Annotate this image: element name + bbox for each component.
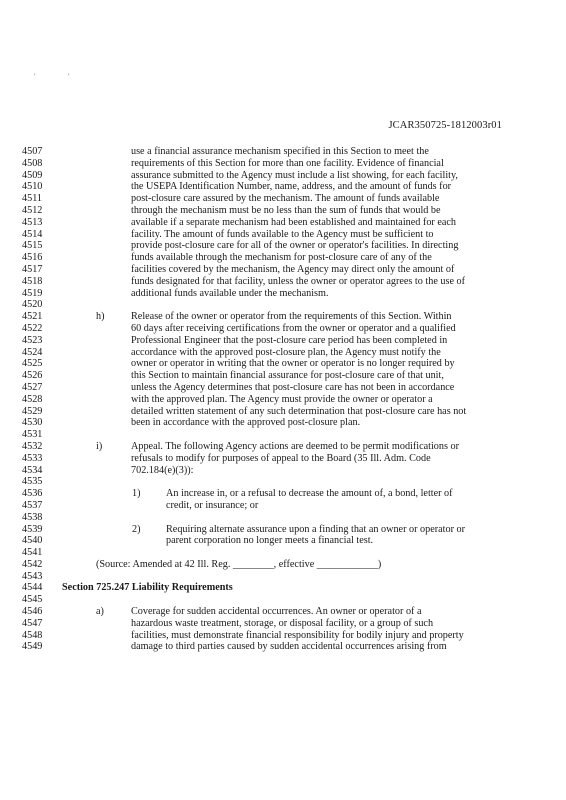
document-line	[0, 358, 566, 370]
line-number: 4507	[22, 146, 43, 157]
line-text: refusals to modify for purposes of appeal to the Board (35 Ill. Adm. Code	[131, 452, 431, 464]
line-number: 4510	[22, 181, 43, 193]
line-text: owner or operator in writing that the owner or operator is no longer required by	[131, 358, 455, 370]
line-number: 4540	[22, 535, 43, 547]
line-number: 4524	[22, 346, 43, 358]
document-line	[0, 500, 566, 512]
line-number: 4512	[22, 204, 43, 216]
line-number: 4508	[22, 157, 43, 169]
line-text: 60 days after receiving certifications from the owner or operator and a qualified	[131, 322, 456, 334]
line-number: 4513	[22, 216, 43, 228]
line-text: 702.184(e)(3)):	[131, 464, 194, 476]
line-text: detailed written statement of any such determination that post-closure care has not	[131, 405, 467, 417]
scan-mark: '	[34, 72, 36, 81]
line-number: 4536	[22, 488, 43, 500]
line-text: post-closure care assured by the mechanism. The amount of funds available	[131, 193, 440, 205]
line-number: 4519	[22, 287, 43, 299]
document-line	[0, 582, 566, 594]
document-line	[0, 606, 566, 618]
document-line	[0, 547, 566, 559]
document-line	[0, 193, 566, 205]
line-number: 4535	[22, 476, 43, 488]
line-number: 4518	[22, 275, 43, 287]
line-number: 4546	[22, 606, 43, 618]
subsection-label: a)	[96, 606, 104, 618]
document-line	[0, 453, 566, 465]
line-number: 4509	[22, 169, 43, 181]
document-line	[0, 394, 566, 406]
line-number: 4525	[22, 358, 43, 370]
line-text: with the approved plan. The Agency must provide the owner or operator a	[131, 393, 433, 405]
line-text: available if a separate mechanism had been established and maintained for each	[131, 216, 457, 228]
document-line	[0, 217, 566, 229]
document-line	[0, 288, 566, 300]
document-line	[0, 240, 566, 252]
line-text: Appeal. The following Agency actions are deemed to be permit modifications or	[131, 440, 459, 452]
document-line	[0, 382, 566, 394]
document-line	[0, 252, 566, 264]
line-number: 4532	[22, 440, 43, 452]
line-number: 4521	[22, 311, 43, 323]
line-number: 4511	[22, 193, 42, 205]
line-text: provide post-closure care for all of the owner or operator's facilities. In directing	[131, 240, 459, 252]
line-number: 4549	[22, 641, 43, 653]
line-text: parent corporation no longer meets a financial test.	[166, 535, 374, 547]
line-text: Requiring alternate assurance upon a finding that an owner or operator or	[166, 523, 466, 535]
document-line	[0, 465, 566, 477]
section-heading: Section 725.247 Liability Requirements	[62, 582, 233, 594]
line-text: this Section to maintain financial assurance for post-closure care of that unit,	[131, 370, 444, 382]
scan-mark: '	[68, 72, 70, 81]
subsection-label: i)	[96, 440, 103, 452]
line-text: An increase in, or a refusal to decrease the amount of, a bond, letter of	[166, 488, 453, 500]
document-line	[0, 476, 566, 488]
document-line	[0, 347, 566, 359]
line-text: been in accordance with the approved post-closure plan.	[131, 417, 361, 429]
line-number: 4514	[22, 228, 43, 240]
line-number: 4526	[22, 370, 43, 382]
line-text: facilities, must demonstrate financial responsibility for bodily injury and property	[131, 629, 464, 641]
line-text: assurance submitted to the Agency must include a list showing, for each facility,	[131, 169, 458, 181]
line-number: 4515	[22, 240, 43, 252]
document-id: JCAR350725-1812003r01	[388, 120, 502, 131]
line-text: (Source: Amended at 42 Ill. Reg. ________, effective ____________)	[96, 558, 382, 570]
document-line	[0, 512, 566, 524]
document-line	[0, 524, 566, 536]
document-line	[0, 406, 566, 418]
document-line	[0, 229, 566, 241]
document-line	[0, 488, 566, 500]
line-number: 4539	[22, 523, 43, 535]
line-text: use a financial assurance mechanism specified in this Section to meet the	[131, 146, 429, 157]
line-number: 4547	[22, 617, 43, 629]
line-text: Coverage for sudden accidental occurrences. An owner or operator of a	[131, 606, 422, 618]
subsection-label: 1)	[132, 488, 141, 500]
document-line	[0, 323, 566, 335]
document-line	[0, 429, 566, 441]
line-text: through the mechanism must be no less than the sum of funds that would be	[131, 204, 441, 216]
line-text: Release of the owner or operator from the requirements of this Section. Within	[131, 311, 452, 323]
line-number: 4528	[22, 393, 43, 405]
document-line	[0, 264, 566, 276]
line-number: 4548	[22, 629, 43, 641]
line-number: 4533	[22, 452, 43, 464]
line-number: 4517	[22, 263, 43, 275]
line-text: additional funds available under the mechanism.	[131, 287, 329, 299]
subsection-label: 2)	[132, 523, 141, 535]
line-text: funds available through the mechanism for post-closure care of any of the	[131, 252, 432, 264]
line-number: 4522	[22, 322, 43, 334]
document-line	[0, 146, 566, 158]
document-line	[0, 630, 566, 642]
line-number: 4516	[22, 252, 43, 264]
document-line	[0, 441, 566, 453]
document-body	[0, 146, 566, 653]
subsection-label: h)	[96, 311, 105, 323]
document-line	[0, 205, 566, 217]
document-line	[0, 335, 566, 347]
line-text: damage to third parties caused by sudden accidental occurrences arising from	[131, 641, 447, 653]
line-number: 4520	[22, 299, 43, 311]
line-number: 4534	[22, 464, 43, 476]
document-line	[0, 559, 566, 571]
document-line	[0, 181, 566, 193]
line-number: 4529	[22, 405, 43, 417]
line-number: 4541	[22, 547, 43, 559]
document-line	[0, 276, 566, 288]
line-text: Professional Engineer that the post-closure care period has been completed in	[131, 334, 448, 346]
document-line	[0, 417, 566, 429]
document-line	[0, 311, 566, 323]
line-text: the USEPA Identification Number, name, address, and the amount of funds for	[131, 181, 452, 193]
line-text: credit, or insurance; or	[166, 499, 259, 511]
line-text: unless the Agency determines that post-closure care has not been in accordance	[131, 381, 455, 393]
line-number: 4530	[22, 417, 43, 429]
line-text: requirements of this Section for more than one facility. Evidence of financial	[131, 157, 444, 169]
document-line	[0, 618, 566, 630]
document-line	[0, 535, 566, 547]
line-number: 4537	[22, 499, 43, 511]
document-line	[0, 299, 566, 311]
line-number: 4545	[22, 594, 43, 606]
line-number: 4543	[22, 570, 43, 582]
document-line	[0, 594, 566, 606]
line-number: 4527	[22, 381, 43, 393]
line-number: 4523	[22, 334, 43, 346]
document-line	[0, 370, 566, 382]
document-line	[0, 641, 566, 653]
line-text: facility. The amount of funds available to the Agency must be sufficient to	[131, 228, 434, 240]
line-text: facilities covered by the mechanism, the Agency may direct only the amount of	[131, 263, 455, 275]
document-line	[0, 170, 566, 182]
line-text: accordance with the approved post-closure plan, the Agency must notify the	[131, 346, 441, 358]
document-line	[0, 158, 566, 170]
line-text: hazardous waste treatment, storage, or disposal facility, or a group of such	[131, 617, 434, 629]
line-number: 4542	[22, 558, 43, 570]
line-number: 4538	[22, 511, 43, 523]
line-number: 4544	[22, 582, 43, 594]
line-number: 4531	[22, 429, 43, 441]
line-text: funds designated for that facility, unless the owner or operator agrees to the use of	[131, 275, 466, 287]
document-line	[0, 571, 566, 583]
